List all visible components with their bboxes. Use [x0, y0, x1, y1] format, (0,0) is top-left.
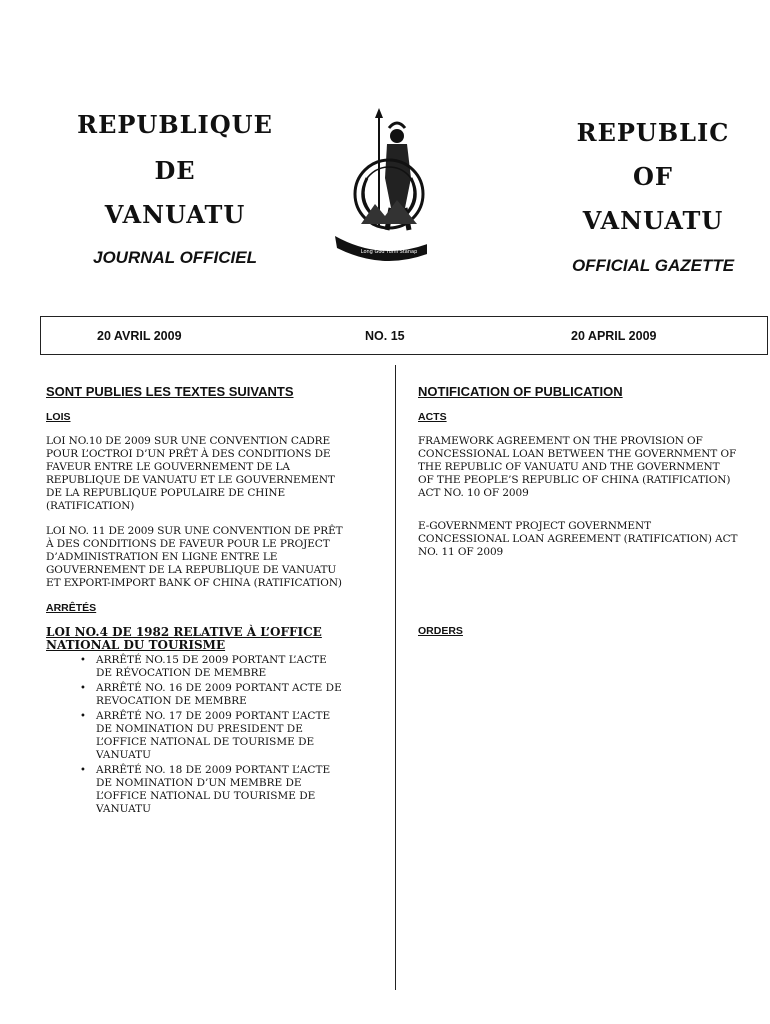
dateline-box: [40, 316, 768, 355]
bullet-icon: •: [80, 711, 86, 722]
bullet-icon: •: [80, 765, 86, 776]
arretes-heading: ARRÊTÉS: [46, 602, 97, 614]
arrete-text: ARRÊTÉ NO. 17 DE 2009 PORTANT L’ACTE DE NOMINATION DU PRESIDENT DE L’OFFICE NATIONAL DE TOURISME DE VANUATU: [96, 710, 331, 761]
french-column: [46, 384, 346, 818]
column-divider: [395, 365, 396, 990]
english-column: [418, 384, 748, 649]
header-fr-line2: DE: [154, 156, 196, 185]
arrete-text: ARRÊTÉ NO. 18 DE 2009 PORTANT L’ACTE DE NOMINATION D’UN MEMBRE DE L’OFFICE NATIONAL DU TOURISME DE VANUATU: [96, 764, 331, 815]
arrete-text: ARRÊTÉ NO.15 DE 2009 PORTANT L’ACTE DE RÉVOCATION DE MEMBRE: [96, 654, 327, 679]
law-title: LOI NO.4 DE 1982 RELATIVE À L’OFFICE NATIONAL DU TOURISME: [46, 625, 322, 652]
act-item: FRAMEWORK AGREEMENT ON THE PROVISION OF CONCESSIONAL LOAN BETWEEN THE GOVERNMENT OF THE REPUBLIC OF VANUATU AND THE GOVERNMENT OF THE PEOPLE’S REPUBLIC OF CHINA (RATIFICATION) ACT NO. 10 OF 2009: [418, 435, 737, 499]
header-en-subtitle: OFFICIAL GAZETTE: [571, 256, 735, 275]
header-fr-line1: REPUBLIQUE: [77, 110, 273, 139]
list-item: [80, 764, 346, 816]
arrete-text: ARRÊTÉ NO. 16 DE 2009 PORTANT ACTE DE REVOCATION DE MEMBRE: [96, 682, 342, 707]
loi-item: LOI NO.10 DE 2009 SUR UNE CONVENTION CADRE POUR L’OCTROI D’UN PRÊT À DES CONDITIONS DE FAVEUR ENTRE LE GOUVERNEMENT DE LA REPUBLIQUE DE VANUATU ET LE GOUVERNEMENT DE LA REPUBLIQUE POPULAIRE DE CHINE (RATIFICATION): [46, 435, 335, 512]
gazette-number: NO. 15: [365, 329, 405, 343]
date-fr: 20 AVRIL 2009: [97, 329, 182, 343]
acts-heading: ACTS: [418, 411, 447, 423]
bullet-icon: •: [80, 655, 86, 666]
lois-heading: LOIS: [46, 411, 71, 423]
fr-section-heading: SONT PUBLIES LES TEXTES SUIVANTS: [46, 384, 294, 399]
list-item: [80, 710, 346, 762]
header-fr-line3: VANUATU: [104, 200, 246, 229]
vanuatu-coat-of-arms-icon: [327, 108, 427, 268]
header-en-line2: OF: [633, 162, 673, 191]
arretes-list: [46, 654, 346, 816]
act-item: E-GOVERNMENT PROJECT GOVERNMENT CONCESSIONAL LOAN AGREEMENT (RATIFICATION) ACT NO. 11 OF 2009: [418, 520, 738, 558]
bullet-icon: •: [80, 683, 86, 694]
date-en: 20 APRIL 2009: [571, 329, 657, 343]
header-fr-subtitle: JOURNAL OFFICIEL: [92, 248, 258, 267]
loi-item: LOI NO. 11 DE 2009 SUR UNE CONVENTION DE PRÊT À DES CONDITIONS DE FAVEUR POUR LE PROJECT D’ADMINISTRATION EN LIGNE ENTRE LE GOUVERNEMENT DE LA REPUBLIQUE DE VANUATU ET EXPORT-IMPORT BANK OF CHINA (RATIFICATION): [46, 525, 343, 589]
orders-heading: ORDERS: [418, 625, 463, 637]
header-en-line3: VANUATU: [582, 206, 724, 235]
list-item: [80, 682, 346, 708]
en-section-heading: NOTIFICATION OF PUBLICATION: [418, 384, 623, 399]
emblem-motto: Long God Yumi Stanap: [360, 249, 418, 255]
list-item: [80, 654, 346, 680]
header-en-line1: REPUBLIC: [576, 118, 730, 147]
